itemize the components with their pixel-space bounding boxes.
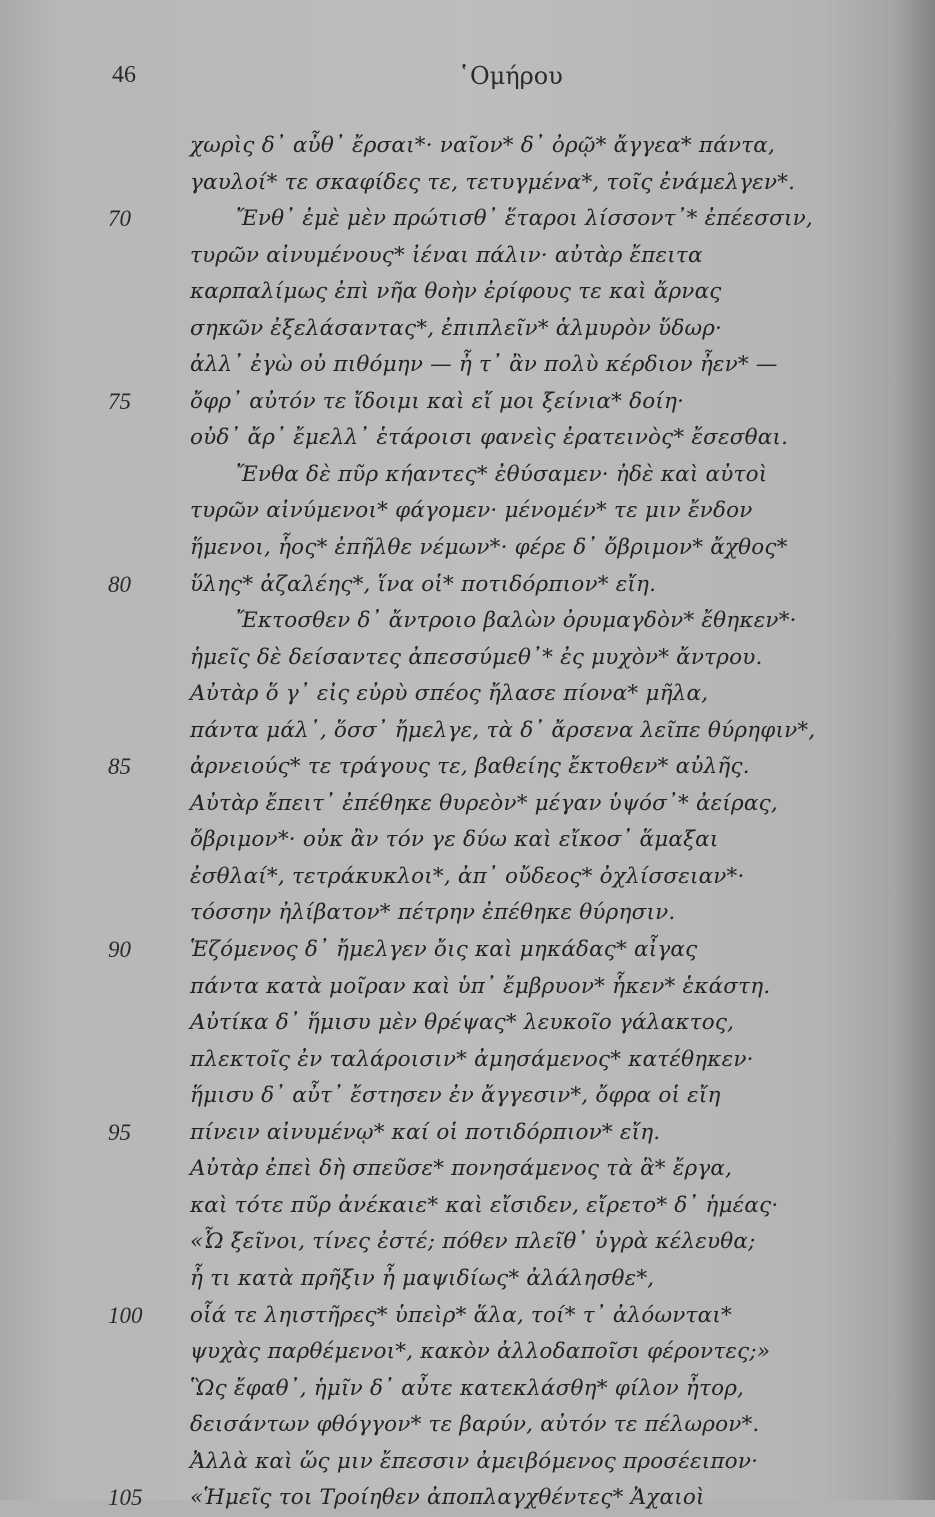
line-number: 100 [108, 1302, 143, 1328]
verse-text: Ἔνθα δὲ πῦρ κήαντες* ἐθύσαμεν· ἠδὲ καὶ αὐτοὶ [236, 461, 768, 487]
verse-line [0, 1298, 935, 1335]
verse-line [0, 530, 935, 567]
verse-text: χωρὶς δ᾽ αὖθ᾽ ἔρσαι*· ναῖον* δ᾽ ὀρῷ* ἄγγεα* πάντα, [190, 133, 776, 158]
verse-text: πλεκτοῖς ἐν ταλάροισιν* ἀμησάμενος* κατέθηκεν· [190, 1046, 754, 1072]
verse-line [0, 347, 935, 384]
verse-text: οἷά τε ληιστῆρες* ὑπεὶρ* ἅλα, τοί* τ᾽ ἀλόωνται* [190, 1302, 732, 1328]
verse-line [0, 1005, 935, 1042]
verse-text: Αὐτὰρ ὅ γ᾽ εἰς εὐρὺ σπέος ἤλασε πίονα* μῆλα, [190, 681, 709, 707]
verse-line [0, 895, 935, 932]
verse-line [0, 1188, 935, 1225]
verse-line [0, 1407, 935, 1444]
verse-line [0, 749, 935, 786]
verse-text: Ἔνθ᾽ ἐμὲ μὲν πρώτισθ᾽ ἕταροι λίσσοντ᾽* ἐπέεσσιν, [236, 206, 813, 232]
verse-line [0, 640, 935, 677]
verse-line [0, 238, 935, 275]
verse-line [0, 786, 935, 823]
verse-text: τυρῶν αἰνυμένους* ἰέναι πάλιν· αὐτὰρ ἔπειτα [190, 242, 703, 268]
verse-text: ἦ τι κατὰ πρῆξιν ἦ μαψιδίως* ἀλάλησθε*, [190, 1265, 655, 1291]
verse-text: καρπαλίμως ἐπὶ νῆα θοὴν ἐρίφους τε καὶ ἄρνας [190, 279, 722, 305]
verse-line [0, 822, 935, 859]
verse-text: Αὐτίκα δ᾽ ἥμισυ μὲν θρέψας* λευκοῖο γάλακτος, [190, 1010, 735, 1036]
verse-text: «Ἡμεῖς τοι Τροίηθεν ἀποπλαγχθέντες* Ἀχαιοὶ [190, 1485, 705, 1511]
verse-line [0, 859, 935, 896]
verse-line [0, 1334, 935, 1371]
verse-line [0, 1151, 935, 1188]
verse-text: τυρῶν αἰνύμενοι* φάγομεν· μένομέν* τε μιν ἔνδον [190, 498, 753, 524]
verse-line [0, 603, 935, 640]
verse-text: γαυλοί* τε σκαφίδες τε, τετυγμένα*, τοῖς ἐνάμελγεν*. [190, 169, 796, 195]
verse-line [0, 493, 935, 530]
verse-line [0, 1115, 935, 1152]
verse-line [0, 1078, 935, 1115]
verse-line [0, 567, 935, 604]
verse-text: δεισάντων φθόγγον* τε βαρύν, αὐτόν τε πέλωρον*. [190, 1412, 760, 1438]
verse-text: ὄβριμον*· οὐκ ἂν τόν γε δύω καὶ εἴκοσ᾽ ἅμαξαι [190, 827, 719, 853]
verse-text: ἡμεῖς δὲ δείσαντες ἀπεσσύμεθ᾽* ἐς μυχὸν* ἄντρου. [190, 644, 763, 670]
verse-line [0, 1042, 935, 1079]
verse-text: Ἔκτοσθεν δ᾽ ἄντροιο βαλὼν ὀρυμαγδὸν* ἔθηκεν*· [236, 608, 797, 634]
verse-line [0, 932, 935, 969]
verse-line [0, 420, 935, 457]
verse-text: πάντα μάλ᾽, ὅσσ᾽ ἤμελγε, τὰ δ᾽ ἄρσενα λεῖπε θύρηφιν*, [190, 717, 816, 743]
verse-text: Ἑζόμενος δ᾽ ἤμελγεν ὄις καὶ μηκάδας* αἶγας [190, 937, 698, 963]
verse-line [0, 1261, 935, 1298]
verse-text: ἀρνειούς* τε τράγους τε, βαθείης ἔκτοθεν* αὐλῆς. [190, 754, 750, 780]
running-title: ῾Ομήρου [458, 62, 563, 90]
verse-line [0, 311, 935, 348]
verse-line [0, 457, 935, 494]
verse-text: καὶ τότε πῦρ ἀνέκαιε* καὶ εἴσιδεν, εἴρετο* δ᾽ ἡμέας· [190, 1192, 779, 1218]
verse-text: ἥμισυ δ᾽ αὖτ᾽ ἔστησεν ἐν ἄγγεσιν*, ὄφρα οἱ εἴη [190, 1083, 721, 1109]
verse-text: οὐδ᾽ ἄρ᾽ ἔμελλ᾽ ἑτάροισι φανεὶς ἐρατεινὸς* ἔσεσθαι. [190, 425, 789, 451]
line-number: 95 [108, 1119, 131, 1145]
verse-text: σηκῶν ἐξελάσαντας*, ἐπιπλεῖν* ἁλμυρὸν ὕδωρ· [190, 315, 723, 341]
verse-line [0, 676, 935, 713]
verse-text: ὕλης* ἀζαλέης*, ἵνα οἱ* ποτιδόρπιον* εἴη. [190, 571, 657, 597]
verse-text: ὄφρ᾽ αὐτόν τε ἴδοιμι καὶ εἴ μοι ξείνια* δοίη· [190, 388, 685, 414]
line-number: 75 [108, 388, 131, 414]
verse-text: Ὣς ἔφαθ᾽, ἡμῖν δ᾽ αὖτε κατεκλάσθη* φίλον ἦτορ, [190, 1375, 745, 1401]
verse-text: ἐσθλαί*, τετράκυκλοι*, ἀπ᾽ οὔδεος* ὀχλίσσειαν*· [190, 863, 745, 889]
verse-text: Αὐτὰρ ἔπειτ᾽ ἐπέθηκε θυρεὸν* μέγαν ὑψόσ᾽* ἀείρας, [190, 790, 778, 816]
verse-text: Ἀλλὰ καὶ ὥς μιν ἔπεσσιν ἀμειβόμενος προσέειπον· [190, 1448, 759, 1474]
verse-line [0, 201, 935, 238]
line-number: 90 [108, 937, 131, 963]
verse-text: πάντα κατὰ μοῖραν καὶ ὑπ᾽ ἔμβρυον* ἧκεν* ἑκάστη. [190, 973, 771, 999]
verse-text: πίνειν αἰνυμένῳ* καί οἱ ποτιδόρπιον* εἴη. [190, 1119, 661, 1145]
verse-text: ἥμενοι, ἧος* ἐπῆλθε νέμων*· φέρε δ᾽ ὄβριμον* ἄχθος* [190, 535, 788, 561]
line-number: 105 [108, 1485, 143, 1511]
verse-line [0, 128, 935, 165]
page-number: 46 [112, 62, 136, 88]
line-number: 80 [108, 571, 131, 597]
verse-line [0, 969, 935, 1006]
verse-text: Αὐτὰρ ἐπεὶ δὴ σπεῦσε* πονησάμενος τὰ ἃ* ἔργα, [190, 1156, 733, 1182]
verse-line [0, 165, 935, 202]
verse-line [0, 713, 935, 750]
verse-line [0, 1224, 935, 1261]
verse-text: «Ὦ ξεῖνοι, τίνες ἐστέ; πόθεν πλεῖθ᾽ ὑγρὰ κέλευθα; [190, 1229, 756, 1255]
verse-line [0, 1444, 935, 1481]
line-number: 85 [108, 754, 131, 780]
verse-line [0, 384, 935, 421]
verse-text-block [0, 128, 935, 1517]
verse-line [0, 274, 935, 311]
verse-text: ψυχὰς παρθέμενοι*, κακὸν ἀλλοδαποῖσι φέροντες;» [190, 1339, 771, 1365]
line-number: 70 [108, 206, 131, 232]
verse-line [0, 1480, 935, 1517]
verse-text: τόσσην ἠλίβατον* πέτρην ἐπέθηκε θύρησιν. [190, 900, 676, 926]
verse-text: ἀλλ᾽ ἐγὼ οὐ πιθόμην — ἦ τ᾽ ἂν πολὺ κέρδιον ἦεν* — [190, 352, 778, 378]
verse-line [0, 1371, 935, 1408]
